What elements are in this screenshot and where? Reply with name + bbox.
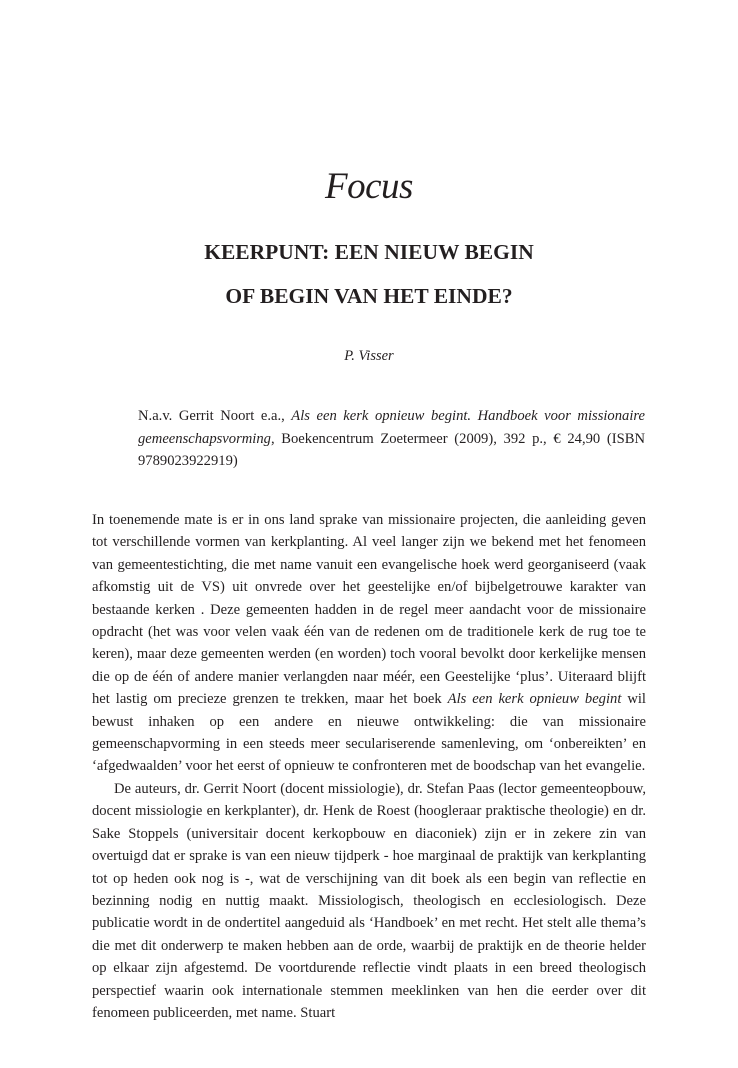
paragraph-2: De auteurs, dr. Gerrit Noort (docent missiologie), dr. Stefan Paas (lector gemeenteopbouw, docent missiologie en kerkplanter), dr. Henk de Roest (hoogleraar praktische theologie) en dr. Sake Stoppels (universitair docent kerkopbouw en diaconiek) zijn er in zekere zin van overtuigd dat er sprake is van een nieuw tijdperk - hoe marginaal de praktijk van kerkplanting tot op heden ook nog is -, wat de verschijning van dit boek als een begin van reflectie en bezinning nodig en nuttig maakt. Missiologisch, theologisch en ecclesiologisch. Deze publicatie wordt in de ondertitel aangeduid als ‘Handboek’ en met recht. Het stelt alle thema’s die met dit onderwerp te maken hebben aan de orde, waarbij de praktijk en de theorie helder op elkaar zijn afgestemd. De voortdurende reflectie vindt plaats in een breed theologisch perspectief waarin ook internationale stemmen meeklinken van hen die eerder over dit fenomeen publiceerden, met name. Stuart bbox=[92, 780, 646, 1021]
article-title-line-2: OF BEGIN VAN HET EINDE? bbox=[225, 284, 513, 308]
paragraph-1-book-title: Als een kerk opnieuw begint bbox=[447, 691, 622, 708]
paragraph-1-part-2: wil bewust inhaken op een andere en nieuwe ontwikkeling: die van missionaire gemeenschapvorming in een steeds meer seculariserende samenleving, om ‘onbereikten’ en ‘afgedwaalden’ voor het eerst of opnieuw te confronteren met de boodschap van het evangelie. bbox=[92, 691, 646, 775]
reference-prefix: N.a.v. Gerrit Noort e.a., bbox=[138, 408, 292, 424]
section-title: Focus bbox=[325, 166, 413, 207]
paragraph-1 bbox=[92, 509, 646, 778]
paragraph-1-part-1: In toenemende mate is er in ons land sprake van missionaire projecten, die aanleiding geven tot verschillende vormen van kerkplanting. Al veel langer zijn we bekend met het fenomeen van gemeentestichting, die met name vanuit een evangelische hoek werd georganiseerd (vaak afkomstig uit de VS) uit onvrede over het geestelijke en/of bijbelgetrouwe karakter van bestaande kerken . Deze gemeenten hadden in de regel meer aandacht voor de missionaire opdracht (het was voor velen vaak één van de redenen om de traditionele kerk de rug toe te keren), maar deze gemeenten werden (en worden) toch vooral bevolkt door kerkelijke mensen die op de één of andere manier verlangden naar méér, een Geestelijke ‘plus’. Uiteraard blijft het lastig om precieze grenzen te trekken, maar het boek bbox=[92, 512, 646, 708]
article-title-line-1: KEERPUNT: EEN NIEUW BEGIN bbox=[204, 240, 534, 264]
author: P. Visser bbox=[344, 348, 394, 364]
reference-book-title: Als een kerk opnieuw begint. Handboek voor missionaire gemeenschapsvorming bbox=[138, 408, 645, 447]
book-reference bbox=[138, 405, 645, 473]
article-body bbox=[92, 509, 646, 1024]
reference-suffix: , Boekencentrum Zoetermeer (2009), 392 p., € 24,90 (ISBN 9789023922919) bbox=[138, 430, 645, 469]
